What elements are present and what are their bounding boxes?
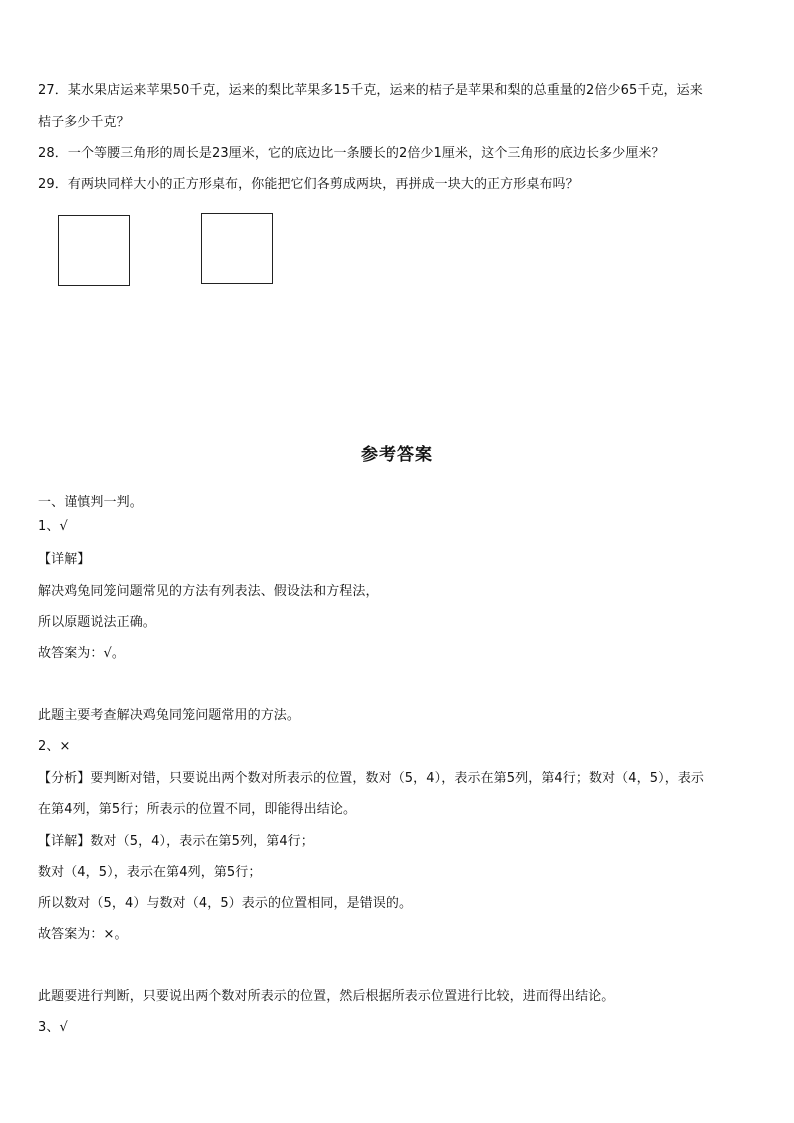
answer-2-detail-line-3: 所以数对（5，4）与数对（4，5）表示的位置相同，是错误的。 [38, 896, 413, 911]
question-29: 29．有两块同样大小的正方形桌布，你能把它们各剪成两块，再拼成一块大的正方形桌布吗？ [38, 177, 579, 192]
answer-1-summary: 此题主要考查解决鸡兔同笼问题常用的方法。 [38, 708, 301, 723]
tablecloth-square-right [201, 213, 273, 284]
answer-2-summary: 此题要进行判断，只要说出两个数对所表示的位置，然后根据所表示位置进行比较，进而得出结论。 [38, 989, 615, 1004]
answer-1-label: 1、√ [38, 519, 68, 534]
answer-3-label: 3、√ [38, 1020, 68, 1035]
question-27-line-1: 27．某水果店运来苹果50千克，运来的梨比苹果多15千克，运来的桔子是苹果和梨的总重量的2倍少65千克，运来 [38, 83, 703, 98]
answer-2-detail-line-4: 故答案为：×。 [38, 927, 128, 942]
section-1-heading: 一、谨慎判一判。 [38, 495, 143, 510]
question-27-line-2: 桔子多少千克？ [38, 115, 130, 130]
answer-2-label: 2、× [38, 739, 71, 754]
answer-1-line-2: 所以原题说法正确。 [38, 615, 156, 630]
answer-2-detail-line-1: 【详解】数对（5，4），表示在第5列，第4行； [38, 834, 314, 849]
answers-title: 参考答案 [361, 445, 433, 465]
answer-1-line-1: 解决鸡兔同笼问题常见的方法有列表法、假设法和方程法， [38, 584, 379, 599]
answer-1-line-3: 故答案为：√。 [38, 646, 125, 661]
answer-2-detail-line-2: 数对（4，5），表示在第4列，第5行； [38, 865, 262, 880]
tablecloth-square-left [58, 215, 130, 286]
answer-1-detail-tag: 【详解】 [38, 552, 91, 567]
question-28: 28．一个等腰三角形的周长是23厘米，它的底边比一条腰长的2倍少1厘米，这个三角形的底边长多少厘米？ [38, 146, 665, 161]
answer-2-analysis-line-1: 【分析】要判断对错，只要说出两个数对所表示的位置，数对（5，4），表示在第5列，第4行；数对（4，5），表示 [38, 771, 705, 786]
answer-2-analysis-line-2: 在第4列，第5行；所表示的位置不同，即能得出结论。 [38, 802, 357, 817]
